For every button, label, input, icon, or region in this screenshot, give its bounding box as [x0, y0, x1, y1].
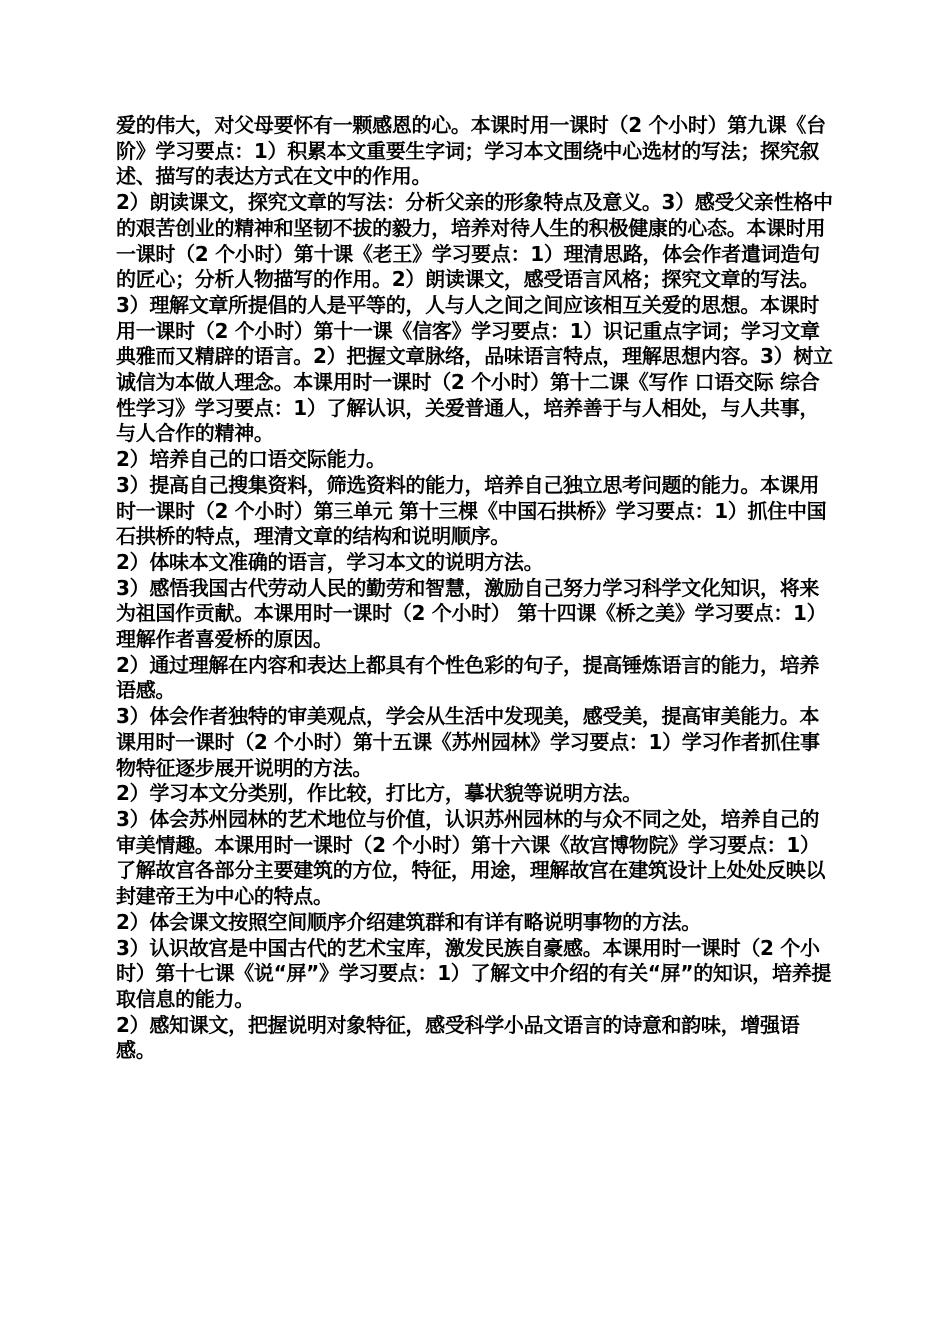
paragraph: 爱的伟大，对父母要怀有一颗感恩的心。本课时用一课时（2 个小时）第九课《台阶》学习要点：1）积累本文重要生字词；学习本文围绕中心选材的写法；探究叙述、描写的表达方式在文中的作用。	[116, 113, 826, 189]
paragraph: 2）体会课文按照空间顺序介绍建筑群和有详有略说明事物的方法。	[116, 909, 701, 934]
paragraph: 2）培养自己的口语交际能力。	[116, 447, 386, 472]
paragraph: 3）感悟我国古代劳动人民的勤劳和智慧，激励自己努力学习科学文化知识，将来为祖国作贡献。本课用时一课时（2 个小时） 第十四课《桥之美》学习要点：1）理解作者喜爱桥的原因。	[116, 575, 827, 652]
paragraph: 2）感知课文，把握说明对象特征，感受科学小品文语言的诗意和韵味，增强语感。	[116, 1012, 800, 1063]
paragraph: 3）认识故宫是中国古代的艺术宝库，激发民族自豪感。本课用时一课时（2 个小时）第十七课《说“屏”》学习要点：1）了解文中介绍的有关“屏”的知识，培养提取信息的能力。	[116, 935, 832, 1011]
paragraph: 2）学习本文分类别，作比较，打比方，摹状貌等说明方法。	[116, 781, 642, 806]
paragraph: 3）提高自己搜集资料，筛选资料的能力，培养自己独立思考问题的能力。本课用时一课时（2 个小时）第三单元 第十三棵《中国石拱桥》学习要点：1）抓住中国石拱桥的特点，理清文章的结构和说明顺序。	[116, 472, 827, 549]
paragraph: 3）体会苏州园林的艺术地位与价值，认识苏州园林的与众不同之处，培养自己的审美情趣。本课用时一课时（2 个小时）第十六课《故宫博物院》学习要点：1）了解故宫各部分主要建筑的方位，特征，用途，理解故宫在建筑设计上处处反映以封建帝王为中心的特点。	[116, 806, 826, 909]
paragraph: 3）体会作者独特的审美观点，学会从生活中发现美，感受美，提高审美能力。本课用时一课时（2 个小时）第十五课《苏州园林》学习要点：1）学习作者抓住事物特征逐步展开说明的方法。	[116, 704, 820, 780]
paragraph: 2）朗读课文，探究文章的写法：分析父亲的形象特点及意义。3）感受父亲性格中的艰苦创业的精神和坚韧不拔的毅力，培养对待人生的积极健康的心态。本课时用一课时（2 个小时）第十课《老王》学习要点：1）理清思路，体会作者遣词造句的匠心；分析人物描写的作用。2）朗读课文，感受语言风格；探究文章的写法。3）理解文章所提倡的人是平等的，人与人之间之间应该相互关爱的思想。本课时用一课时（2 个小时）第十一课《信客》学习要点：1）识记重点字词；学习文章典雅而又精辟的语言。2）把握文章脉络，品味语言特点，理解思想内容。3）树立诚信为本做人理念。本课用时一课时（2 个小时）第十二课《写作 口语交际 综合性学习》学习要点：1）了解认识，关爱普通人，培养善于与人相处，与人共事，与人合作的精神。	[116, 190, 833, 446]
document-body	[116, 113, 838, 1064]
paragraph: 2）通过理解在内容和表达上都具有个性色彩的句子，提高锤炼语言的能力，培养语感。	[116, 652, 820, 703]
paragraph: 2）体味本文准确的语言，学习本文的说明方法。	[116, 549, 544, 574]
